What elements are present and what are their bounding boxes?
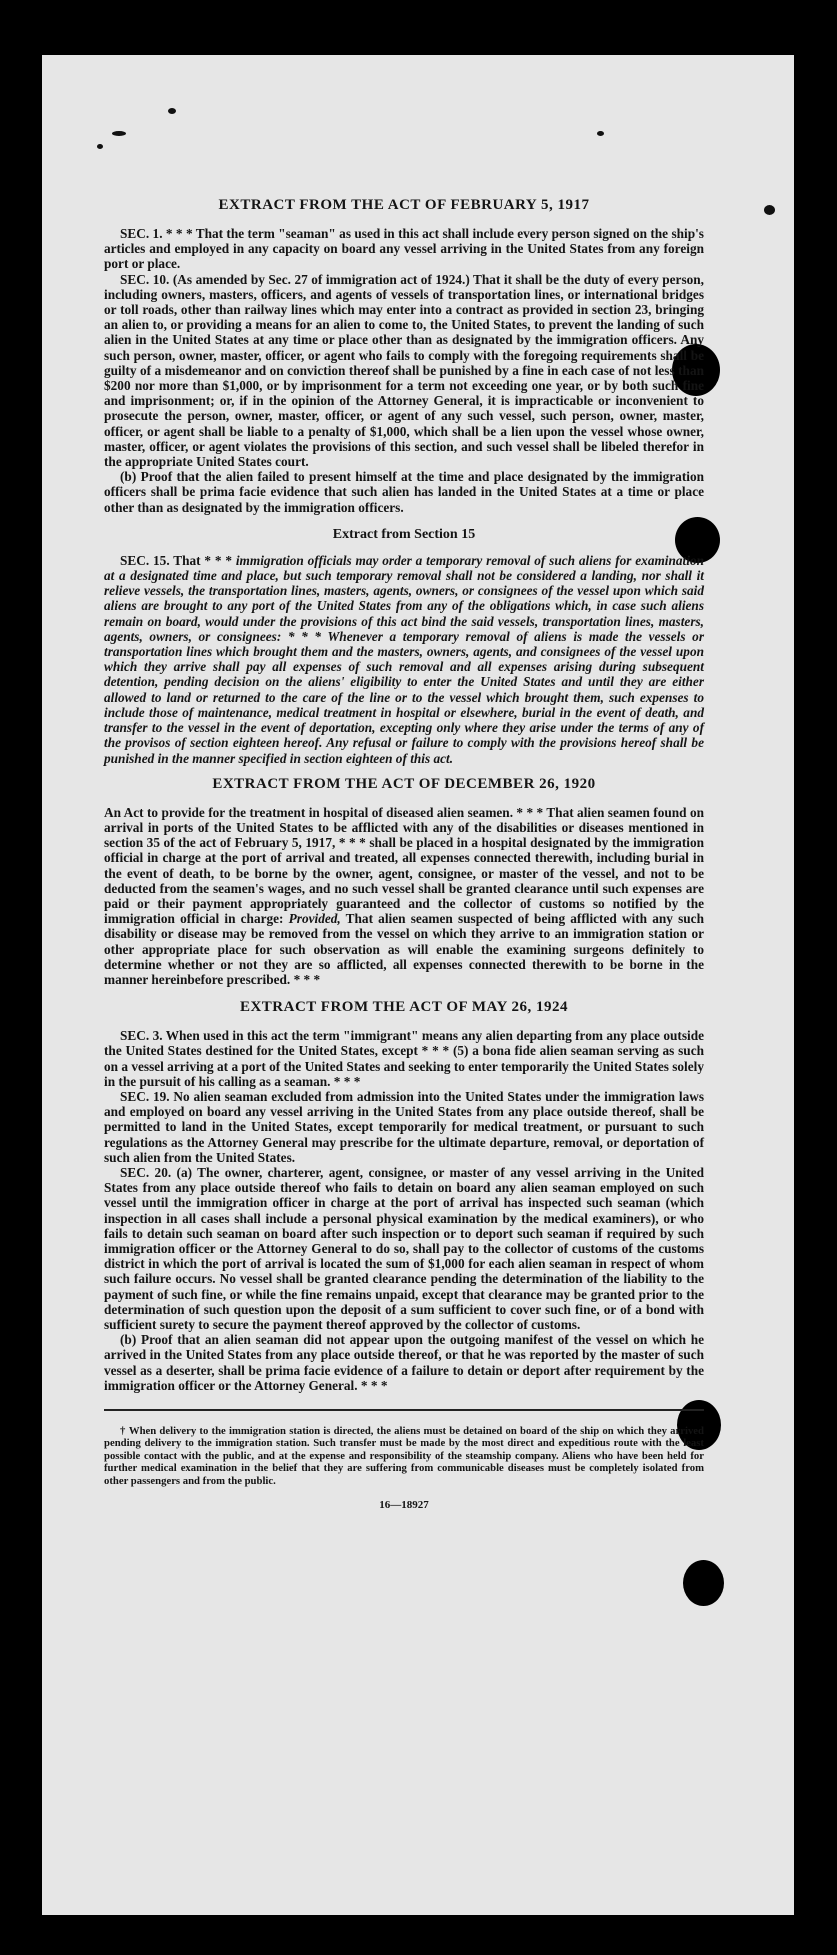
para-sec-20: SEC. 20. (a) The owner, charterer, agent, consignee, or master of any vessel arriving in the United States from any place outside thereof who fails to detain on board any alien seaman employed on such vessel until the immigration officer in charge at the port of arrival has inspected such seaman (which inspection in all cases shall include a personal physical examination by the medical examiners), or who fails to detain such seaman on board after such inspection or to deport such seaman if required by such immigration officer or the Attorney General to do so, shall pay to the collector of customs of the customs district in which the port of arrival is located the sum of $1,000 for each alien seaman in respect of whom such failure occurs. No vessel shall be granted clearance pending the determination of the liability to the payment of such fine, or while the fine remains unpaid, except that clearance may be granted prior to the determination of such question upon the deposit of a sum sufficient to cover such fine, or of a bond with sufficient surety to secure the payment thereof approved by the collector of customs. — [104, 1164, 704, 1332]
act-1920-text: An Act to provide for the treatment in hospital of diseased alien seamen. * * * That alien seamen found on arrival in ports of the United States to be afflicted with any of the disabilities or diseases mentioned in section 35 of the act of February 5, 1917, * * * shall be placed in a hospital designated by the immigration official in charge at the port of arrival and treated, all expenses connected therewith, including burial in the event of death, to be borne by the owner, agent, consignee, or master of the vessel, and not to be deducted from the seamen's wages, and no such vessel shall be granted clearance until such expenses are paid or their payment appropriately guaranteed and the collector of customs so notified by the immigration official in charge: — [104, 804, 704, 927]
act-1920-tail: That alien seamen suspected of being afflicted with any such disability or disease may be removed from the vessel on which they arrive to an immigration station or other appropriate place for such observation as will enable the examining surgeons definitely to determine whether or not they are so afflicted, all expenses connected therewith to be borne in the manner hereinbefore prescribed. * * * — [104, 911, 704, 987]
document-body — [104, 197, 704, 1511]
sec-15-lead: SEC. 15. That * * * — [120, 552, 236, 568]
sec-15-body: immigration officials may order a temporary removal of such aliens for examination at a designated time and place, but such temporary removal shall not be considered a landing, nor shall it relieve vessels, the transportation lines, masters, agents, owners, or consignees of the vessel upon which said aliens are brought to any port of the United States from any of the obligations which, in case such aliens remain on board, would under the provisions of this act bind the said vessels, transportation lines, masters, agents, owners, or consignees: * * * Whenever a temporary removal of aliens is made the vessels or transportation lines which brought them and the masters, owners, agents, and consignees of the vessel upon which they arrive shall pay all expenses of such removal and all expenses arising during subsequent detention, pending decision on the aliens' eligibility to enter the United States and until they are either allowed to land or returned to the care of the line or to the vessel which brought them, such expenses to include those of maintenance, medical treatment in hospital or elsewhere, burial in the event of death, and transfer to the vessel in the event of deportation, excepting only where they arise under the terms of any of the provisos of section eighteen hereof. Any refusal or failure to comply with the provisions hereof shall be punished in the manner specified in section eighteen of this act. — [104, 552, 704, 766]
page-number: 16—18927 — [379, 1499, 429, 1512]
ink-speck — [764, 205, 775, 215]
para-sec-15 — [104, 553, 704, 766]
para-sec-3: SEC. 3. When used in this act the term "immigrant" means any alien departing from any place outside the United States destined for the United States, except * * * (5) a bona fide alien seaman serving as such on a vessel arriving at a port of the United States and seeking to enter temporarily the United States solely in the pursuit of his calling as a seaman. * * * — [104, 1028, 704, 1089]
para-sec-20b: (b) Proof that an alien seaman did not appear upon the outgoing manifest of the vessel on which he arrived in the United States from any place outside thereof, or that he was reported by the master of such vessel as a deserter, shall be prima facie evidence of a failure to detain or deport after requirement by the immigration officer or the Attorney General. * * * — [104, 1332, 704, 1393]
ink-speck — [168, 108, 176, 114]
punch-hole-4 — [683, 1560, 724, 1606]
heading-act-1924: EXTRACT FROM THE ACT OF MAY 26, 1924 — [239, 999, 569, 1016]
footnote-divider — [104, 1409, 704, 1411]
para-sec-19: SEC. 19. No alien seaman excluded from admission into the United States under the immigration laws and employed on board any vessel arriving in the United States from any place outside thereof, shall be permitted to land in the United States, except temporarily for medical treatment, or pursuant to such regulations as the Attorney General may prescribe for the ultimate departure, removal, or deportation of such alien from the United States. — [104, 1088, 704, 1165]
para-sec-1: SEC. 1. * * * That the term "seaman" as used in this act shall include every person signed on the ship's articles and employed in any capacity on board any vessel arriving in the United States from any foreign port or place. — [104, 226, 704, 272]
heading-act-1920: EXTRACT FROM THE ACT OF DECEMBER 26, 1920 — [212, 775, 596, 792]
para-act-1920 — [104, 805, 704, 987]
para-sec-10: SEC. 10. (As amended by Sec. 27 of immigration act of 1924.) That it shall be the duty of every person, including owners, masters, officers, and agents of vessels of transportation lines, or international bridges or toll roads, other than railway lines which may enter into a contract as provided in section 23, bringing an alien to, or providing a means for an alien to come to, the United States, to prevent the landing of such alien in the United States at any time or place other than as designated by the immigration officers. Any such person, owner, master, officer, or agent who fails to comply with the foregoing requirements shall be guilty of a misdemeanor and on conviction thereof shall be punished by a fine in each case of not less than $200 nor more than $1,000, or by imprisonment for a term not exceeding one year, or by both such fine and imprisonment; or, if in the opinion of the Attorney General, it is impracticable or inconvenient to prosecute the person, owner, master, officer, or agent of any such vessel, such person, owner, master, officer, or agent shall be liable to a penalty of $1,000, which shall be a lien upon the vessel whose owner, master, officer, or agent violates the provisions of this section, and such vessel shall be libeled therefor in the appropriate United States court. — [104, 271, 704, 470]
footnote: † When delivery to the immigration station is directed, the aliens must be detained on board of the ship on which they arrived pending delivery to the immigration station. Such transfer must be made by the most direct and expeditious route with the least possible contact with the public, and at the expense and responsibility of the steamship company. Aliens who have been held for further medical examination in the belief that they are suffering from communicable diseases must be completely isolated from other passengers and from the public. — [104, 1425, 704, 1487]
ink-speck — [597, 131, 604, 136]
heading-act-1917: EXTRACT FROM THE ACT OF FEBRUARY 5, 1917 — [218, 197, 590, 213]
ink-speck — [112, 131, 126, 136]
provided-italic: Provided, — [288, 911, 341, 927]
ink-speck — [97, 144, 103, 149]
subhead-section-15: Extract from Section 15 — [332, 526, 476, 542]
para-sec-10b: (b) Proof that the alien failed to present himself at the time and place designated by the immigration officers shall be prima facie evidence that such alien has landed in the United States at a time or place other than as designated by the immigration officers. — [104, 469, 704, 515]
